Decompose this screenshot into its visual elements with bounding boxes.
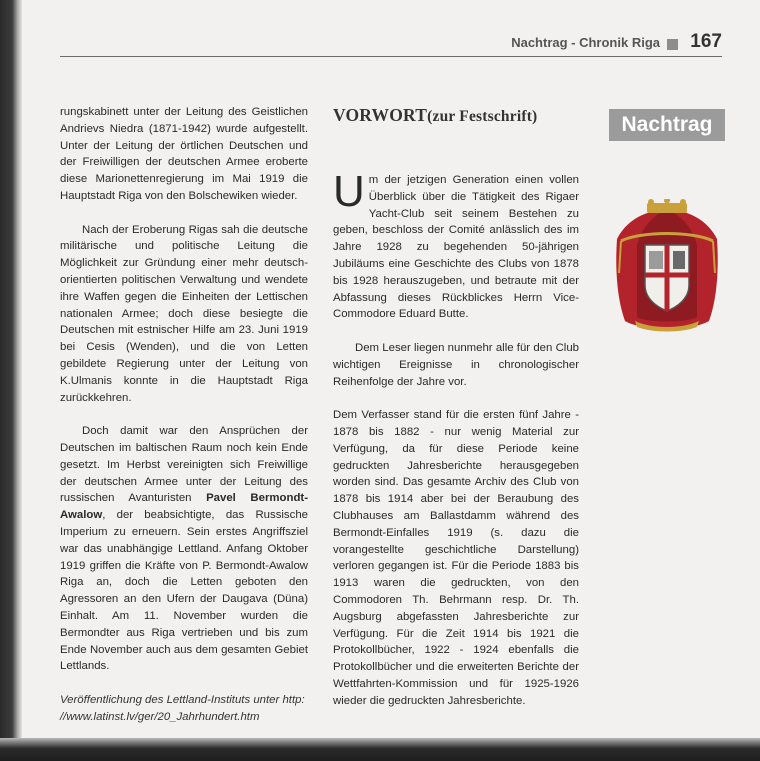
source-line-1: Veröffentlichung des Lettland-Instituts unter http: bbox=[60, 693, 305, 706]
left-paragraph-1: rungskabinett unter der Leitung des Geistlichen Andrievs Niedra (1871-1942) wurde aufgestellt. Unter der Leitung der örtlichen Deutschen und der Freiwilligen der deutschen Armee eroberte diese Marionettenregierung im Mai 1919 die Hauptstadt Riga von den Bolschewiken wieder. bbox=[60, 106, 308, 202]
page-bottom-shadow bbox=[0, 738, 760, 761]
source-line-2: //www.latinst.lv/ger/20_Jahrhundert.htm bbox=[60, 710, 260, 723]
header-square-marker bbox=[667, 39, 678, 50]
person-name-bermondt: Pavel Bermondt-Awalow bbox=[60, 492, 308, 522]
title-sub: (zur Festschrift) bbox=[427, 108, 538, 125]
title-main: VORWORT bbox=[333, 105, 428, 125]
section-title bbox=[333, 104, 579, 128]
running-title: Nachtrag - Chronik Riga bbox=[511, 35, 660, 50]
p3-text-after: , der beabsichtigte, das Russische Imperium zu erneuern. Sein erstes Angriffsziel war das unabhängige Lettland. Anfang Oktober 1919 griffen die Kräfte von P. Bermondt-Awalow Riga an, doch die Letten geboten den Agressoren an den Ufern der Daugava (Düna) Einhalt. Am 11. November wurden die Bermondter aus Riga vertrieben und bis zum Ende November auch aus dem gesamten Gebiet Lettlands. bbox=[60, 509, 308, 673]
yacht-club-crest-image bbox=[611, 199, 723, 337]
foreword-paragraph-1 bbox=[333, 167, 579, 323]
source-note bbox=[60, 692, 308, 726]
foreword-paragraph-3: Dem Verfasser stand für die ersten fünf Jahre - 1878 bis 1882 - nur wenig Material zur Verfügung, da für diese Periode keine gedruckten Jahresberichte herausgegeben worden sind. Das gesamte Archiv des Club von 1878 bis 1914 aber bei der Beraubung des Clubhauses am Ballastdamm während des Bermondt-Einfalles 1919 (s. dazu die vorangestellte geschichtliche Darstellung) verloren gegangen ist. Für die Periode 1883 bis 1913 waren die gedruckten, von den Commodoren Th. Behrmann resp. Dr. Th. Augsburg abgefassten Jahresberichte zur Verfügung. Für die Zeit 1914 bis 1921 die Protokollbücher, 1922 - 1924 ebenfalls die Protokollbücher und die erweiterten Berichte der Wettfahrten-Kommission und für 1925-1926 wieder die gedruckten Jahresberichte. bbox=[333, 409, 579, 707]
book-binding-shadow bbox=[0, 0, 22, 761]
right-column bbox=[333, 104, 579, 710]
foreword-p1-text: m der jetzigen Generation einen vollen Überblick über die Tätigkeit des Rigaer Yacht-Club seit seinem Bestehen zu geben, beschloss der Comité anlässlich des im Jahre 1928 zu begehenden 50-jährigen Jubiläums eine Geschichte des Clubs von 1878 bis 1928 herauszugeben, und betraute mit der Abfassung dieses Rückblickes Herrn Vice-Commodore Eduard Butte. bbox=[333, 174, 579, 321]
left-column bbox=[60, 104, 308, 725]
foreword-paragraph-2: Dem Leser liegen nunmehr alle für den Club wichtigen Ereignisse in chronologischer Reihenfolge der Jahre vor. bbox=[333, 341, 579, 388]
running-header bbox=[60, 33, 722, 55]
page-number: 167 bbox=[690, 31, 722, 52]
drop-cap-letter: U bbox=[333, 167, 365, 216]
section-badge: Nachtrag bbox=[609, 109, 725, 141]
left-paragraph-3 bbox=[60, 423, 308, 675]
p3-text-before: Doch damit war den Ansprüchen der Deutschen im baltischen Raum noch kein Ende gesetzt. Im Herbst vereinigten sich Freiwillige der deutschen Armee unter der Leitung des russischen Avanturisten bbox=[60, 425, 308, 505]
header-rule bbox=[60, 56, 722, 57]
left-paragraph-2: Nach der Eroberung Rigas sah die deutsche militärische und politische Leitung die Möglichkeit zur Gründung einer mehr deutsch-orientierten politischen Verwaltung und wendete ihre Waffen gegen die Einheiten der Lettischen nationalen Armee; doch diese besiegte die Deutschen mit estnischer Hilfe am 23. Juni 1919 bei Cesis (Wenden), und die von Letten gebildete Regierung unter der Leitung von K.Ulmanis konnte in die Hauptstadt Riga zurückkehren. bbox=[60, 223, 308, 404]
